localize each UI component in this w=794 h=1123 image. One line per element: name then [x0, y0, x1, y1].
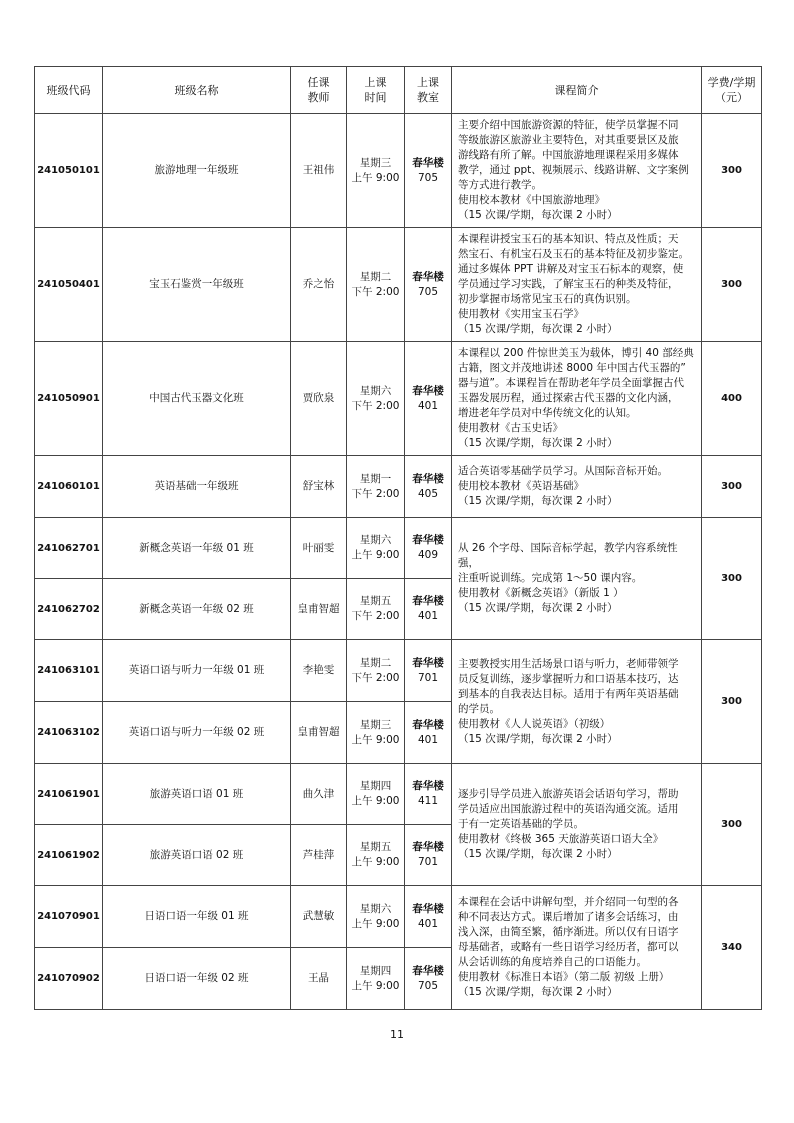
class-code: 241050401 [35, 228, 103, 342]
intro-line: 使用教材《人人说英语》（初级） [458, 717, 611, 730]
class-day: 星期四 [359, 780, 392, 792]
intro-line: 教学，通过 ppt、视频展示、线路讲解、文字案例 [458, 164, 689, 176]
building-name: 春华楼 [412, 718, 444, 731]
building-name: 春华楼 [412, 270, 444, 283]
tuition-fee: 300 [702, 764, 762, 886]
class-name: 新概念英语一年级 02 班 [103, 579, 291, 640]
page-number: 11 [390, 1028, 404, 1041]
header-room: 上课 教室 [405, 67, 452, 114]
class-time [347, 764, 405, 825]
teacher-name: 乔之怡 [291, 228, 347, 342]
class-name: 英语口语与听力一年级 02 班 [103, 702, 291, 764]
table-row [35, 886, 762, 948]
class-code: 241050901 [35, 342, 103, 456]
table-row [35, 764, 762, 825]
building-name: 春华楼 [412, 472, 444, 485]
course-intro [452, 228, 702, 342]
table-row [35, 114, 762, 228]
class-slot: 上午 9:00 [351, 733, 400, 746]
class-name: 中国古代玉器文化班 [103, 342, 291, 456]
classroom [405, 948, 452, 1010]
classroom [405, 825, 452, 886]
table-row [35, 342, 762, 456]
class-day: 星期一 [359, 472, 392, 485]
intro-line: 玉器发展历程，通过探索古代玉器的文化内涵， [458, 392, 679, 404]
class-day: 星期六 [359, 902, 392, 915]
class-slot: 上午 9:00 [351, 979, 400, 992]
tuition-fee: 300 [702, 518, 762, 640]
table-row [35, 228, 762, 342]
intro-line: 主要教授实用生活场景口语与听力，老师带领学 [458, 657, 679, 670]
intro-line: 使用教材《新概念英语》（新版 1 ） [458, 587, 624, 599]
class-code: 241070902 [35, 948, 103, 1010]
intro-line: 的学员。 [458, 702, 500, 715]
tuition-fee: 400 [702, 342, 762, 456]
class-slot: 上午 9:00 [351, 171, 400, 184]
class-code: 241063101 [35, 640, 103, 702]
building-name: 春华楼 [412, 595, 444, 607]
class-code: 241070901 [35, 886, 103, 948]
intro-line: 本课程在会话中讲解句型，并介绍同一句型的各 [458, 896, 679, 908]
class-day: 星期四 [359, 964, 392, 977]
class-name: 日语口语一年级 01 班 [103, 886, 291, 948]
class-code: 241060101 [35, 456, 103, 518]
teacher-name: 王晶 [291, 948, 347, 1010]
room-number: 401 [417, 399, 439, 412]
intro-line: 使用教材《古玉史话》 [458, 422, 563, 434]
intro-line: 通过多媒体 PPT 讲解及对宝玉石标本的观察，使 [458, 263, 684, 275]
class-day: 星期三 [359, 718, 392, 731]
building-name: 春华楼 [412, 656, 444, 669]
classroom [405, 579, 452, 640]
class-day: 星期六 [359, 384, 392, 397]
room-number: 405 [417, 487, 439, 500]
tuition-fee: 300 [702, 640, 762, 764]
intro-line: 从会话训练的角度培养自己的口语能力。 [458, 956, 647, 968]
building-name: 春华楼 [412, 841, 444, 853]
class-time [347, 579, 405, 640]
header-fee: 学费/学期 （元） [702, 67, 762, 114]
classroom [405, 640, 452, 702]
room-number: 401 [417, 610, 439, 622]
class-name: 英语基础一年级班 [103, 456, 291, 518]
table-row [35, 518, 762, 579]
class-day: 星期六 [359, 534, 392, 546]
course-intro [452, 342, 702, 456]
class-slot: 下午 2:00 [351, 610, 400, 622]
class-code: 241062701 [35, 518, 103, 579]
intro-line: （15 次课/学期，每次课 2 小时） [458, 209, 618, 221]
intro-line: 使用教材《终极 365 天旅游英语口语大全》 [458, 833, 664, 845]
class-name: 宝玉石鉴赏一年级班 [103, 228, 291, 342]
classroom [405, 518, 452, 579]
header-name: 班级名称 [103, 67, 291, 114]
intro-line: （15 次课/学期，每次课 2 小时） [458, 732, 618, 745]
class-day: 星期二 [359, 656, 392, 669]
tuition-fee: 300 [702, 456, 762, 518]
intro-line: 然宝石、有机宝石及玉石的基本特征及初步鉴定。 [458, 248, 689, 260]
class-day: 星期五 [359, 595, 392, 607]
class-name: 旅游英语口语 01 班 [103, 764, 291, 825]
class-time [347, 518, 405, 579]
teacher-name: 李艳雯 [291, 640, 347, 702]
intro-line: 学员通过学习实践，了解宝玉石的种类及特征， [458, 278, 679, 290]
header-intro: 课程简介 [452, 67, 702, 114]
teacher-name: 舒宝林 [291, 456, 347, 518]
table-row [35, 640, 762, 702]
teacher-name: 皇甫智超 [291, 702, 347, 764]
room-number: 701 [417, 671, 439, 684]
intro-line: 学员适应出国旅游过程中的英语沟通交流。适用 [458, 803, 679, 815]
class-code: 241061901 [35, 764, 103, 825]
course-intro [452, 640, 702, 764]
class-day: 星期五 [359, 841, 392, 853]
class-slot: 上午 9:00 [351, 549, 400, 561]
tuition-fee: 300 [702, 228, 762, 342]
classroom [405, 114, 452, 228]
course-intro [452, 886, 702, 1010]
tuition-fee: 340 [702, 886, 762, 1010]
building-name: 春华楼 [412, 384, 444, 397]
room-number: 409 [417, 549, 439, 561]
intro-line: 母基础者，或略有一些日语学习经历者，都可以 [458, 941, 679, 953]
class-name: 英语口语与听力一年级 01 班 [103, 640, 291, 702]
intro-line: 本课程讲授宝玉石的基本知识、特点及性质；天 [458, 233, 679, 245]
header-teacher: 任课 教师 [291, 67, 347, 114]
class-time [347, 114, 405, 228]
header-code: 班级代码 [35, 67, 103, 114]
class-time [347, 228, 405, 342]
intro-line: 逐步引导学员进入旅游英语会话语句学习，帮助 [458, 788, 679, 800]
tuition-fee: 300 [702, 114, 762, 228]
building-name: 春华楼 [412, 156, 444, 169]
class-time [347, 948, 405, 1010]
class-code: 241061902 [35, 825, 103, 886]
class-day: 星期二 [359, 270, 392, 283]
room-number: 705 [417, 285, 439, 298]
intro-line: 使用教材《标准日本语》（第二版 初级 上册） [458, 971, 670, 983]
room-number: 705 [417, 979, 439, 992]
class-slot: 下午 2:00 [351, 399, 400, 412]
intro-line: 注重听说训练。完成第 1～50 课内容。 [458, 572, 643, 584]
intro-line: （15 次课/学期，每次课 2 小时） [458, 848, 618, 860]
class-time [347, 825, 405, 886]
intro-line: 使用校本教材《中国旅游地理》 [458, 194, 605, 206]
intro-line: 器与道”。本课程旨在帮助老年学员全面掌握古代 [458, 377, 684, 389]
class-slot: 上午 9:00 [351, 917, 400, 930]
teacher-name: 曲久津 [291, 764, 347, 825]
intro-line: 古籍，图文并茂地讲述 8000 年中国古代玉器的” [458, 362, 686, 374]
room-number: 411 [417, 795, 439, 807]
classroom [405, 702, 452, 764]
classroom [405, 886, 452, 948]
header-time: 上课 时间 [347, 67, 405, 114]
course-intro [452, 764, 702, 886]
classroom [405, 228, 452, 342]
class-slot: 下午 2:00 [351, 671, 400, 684]
teacher-name: 贾欣泉 [291, 342, 347, 456]
class-code: 241062702 [35, 579, 103, 640]
room-number: 701 [417, 856, 439, 868]
class-name: 新概念英语一年级 01 班 [103, 518, 291, 579]
class-name: 旅游英语口语 02 班 [103, 825, 291, 886]
room-number: 401 [417, 917, 439, 930]
course-intro [452, 114, 702, 228]
class-slot: 下午 2:00 [351, 285, 400, 298]
intro-line: 等方式进行教学。 [458, 179, 542, 191]
building-name: 春华楼 [412, 964, 444, 977]
intro-line: 到基本的自我表达目标。适用于有两年英语基础 [458, 687, 679, 700]
intro-line: 游线路有所了解。中国旅游地理课程采用多媒体 [458, 149, 679, 161]
teacher-name: 叶丽雯 [291, 518, 347, 579]
class-time [347, 342, 405, 456]
course-intro [452, 518, 702, 640]
room-number: 705 [417, 171, 439, 184]
class-time [347, 640, 405, 702]
intro-line: 初步掌握市场常见宝玉石的真伪识别。 [458, 293, 637, 305]
building-name: 春华楼 [412, 780, 444, 792]
teacher-name: 芦桂萍 [291, 825, 347, 886]
class-name: 旅游地理一年级班 [103, 114, 291, 228]
teacher-name: 皇甫智超 [291, 579, 347, 640]
intro-line: 员反复训练，逐步掌握听力和口语基本技巧，达 [458, 672, 679, 685]
class-time [347, 702, 405, 764]
intro-line: 等级旅游区旅游业主要特色，对其重要景区及旅 [458, 134, 679, 146]
classroom [405, 764, 452, 825]
teacher-name: 王祖伟 [291, 114, 347, 228]
intro-line: 适合英语零基础学员学习。从国际音标开始。 [458, 465, 668, 477]
intro-line: 从 26 个字母、国际音标学起，教学内容系统性强， [458, 542, 678, 569]
classroom [405, 456, 452, 518]
intro-line: （15 次课/学期，每次课 2 小时） [458, 602, 618, 614]
class-slot: 上午 9:00 [351, 856, 400, 868]
intro-line: 种不同表达方式。课后增加了诸多会话练习，由 [458, 911, 679, 923]
teacher-name: 武慧敏 [291, 886, 347, 948]
header-row [35, 67, 762, 114]
class-day: 星期三 [359, 156, 392, 169]
intro-line: 于有一定英语基础的学员。 [458, 818, 584, 830]
intro-line: （15 次课/学期，每次课 2 小时） [458, 437, 618, 449]
class-time [347, 456, 405, 518]
class-code: 241050101 [35, 114, 103, 228]
class-code: 241063102 [35, 702, 103, 764]
intro-line: 浅入深，由简至繁，循序渐进。所以仅有日语字 [458, 926, 679, 938]
table-row [35, 456, 762, 518]
intro-line: （15 次课/学期，每次课 2 小时） [458, 986, 618, 998]
class-name: 日语口语一年级 02 班 [103, 948, 291, 1010]
building-name: 春华楼 [412, 534, 444, 546]
class-time [347, 886, 405, 948]
class-slot: 上午 9:00 [351, 795, 400, 807]
room-number: 401 [417, 733, 439, 746]
intro-line: 使用校本教材《英语基础》 [458, 480, 584, 492]
intro-line: （15 次课/学期，每次课 2 小时） [458, 323, 618, 335]
intro-line: 增进老年学员对中华传统文化的认知。 [458, 407, 637, 419]
intro-line: 主要介绍中国旅游资源的特征，使学员掌握不同 [458, 119, 679, 131]
course-intro [452, 456, 702, 518]
intro-line: （15 次课/学期，每次课 2 小时） [458, 495, 618, 507]
course-table [34, 66, 762, 1010]
classroom [405, 342, 452, 456]
building-name: 春华楼 [412, 902, 444, 915]
intro-line: 使用教材《实用宝玉石学》 [458, 308, 584, 320]
intro-line: 本课程以 200 件惊世美玉为载体，博引 40 部经典 [458, 347, 694, 359]
class-slot: 下午 2:00 [351, 487, 400, 500]
